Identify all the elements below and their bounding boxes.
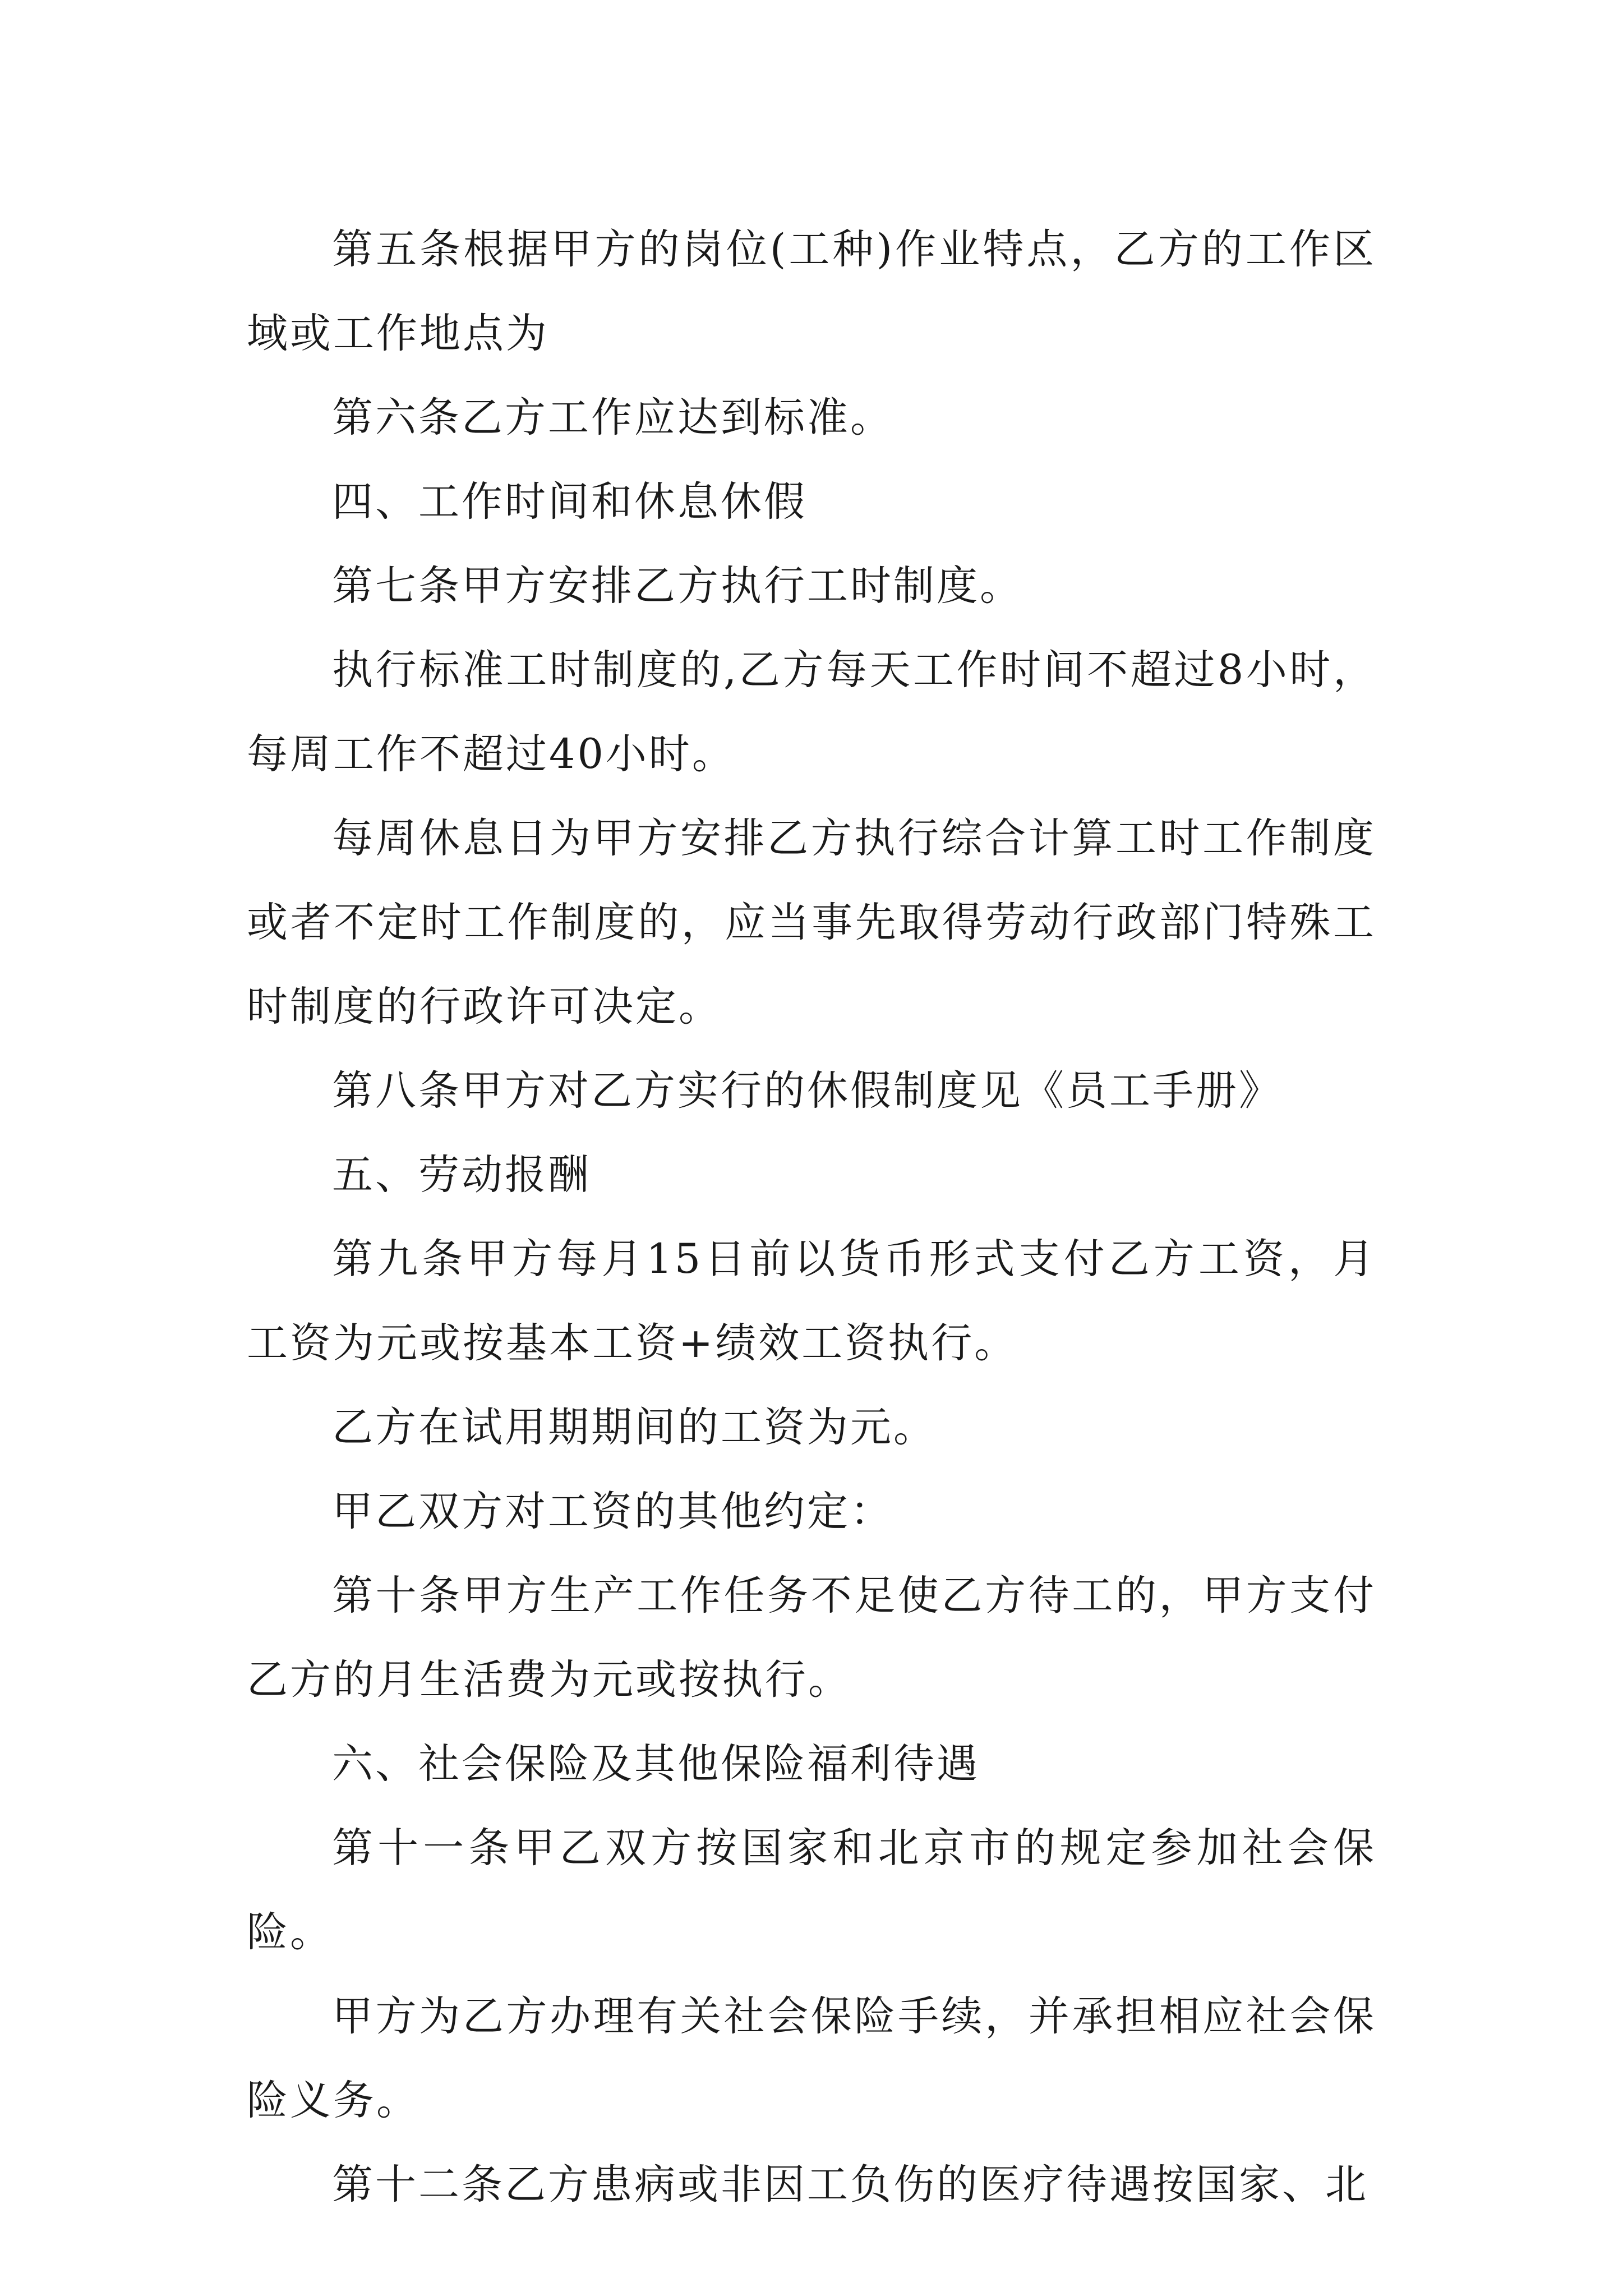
paragraph-insurance-procedures: 甲方为乙方办理有关社会保险手续，并承担相应社会保险义务。 (247, 1993, 1376, 2124)
paragraph-article-11: 第十一条甲乙双方按国家和北京市的规定参加社会保险。 (247, 1824, 1376, 1956)
paragraph-article-10: 第十条甲方生产工作任务不足使乙方待工的，甲方支付乙方的月生活费为元或按执行。 (247, 1572, 1376, 1704)
section-heading-work-hours: 四、工作时间和休息休假 (332, 478, 807, 526)
paragraph-probation-wage: 乙方在试用期期间的工资为元。 (332, 1404, 937, 1451)
section-heading-social-insurance: 六、社会保险及其他保险福利待遇 (332, 1740, 980, 1788)
paragraph-article-12: 第十二条乙方患病或非因工负伤的医疗待遇按国家、北 (332, 2161, 1368, 2208)
paragraph-article-8: 第八条甲方对乙方实行的休假制度见《员工手册》 (332, 1067, 1282, 1115)
paragraph-standard-hours: 执行标准工时制度的,乙方每天工作时间不超过8小时，每周工作不超过40小时。 (247, 646, 1376, 778)
document-page (247, 208, 1376, 2227)
paragraph-article-9: 第九条甲方每月15日前以货币形式支付乙方工资，月工资为元或按基本工资+绩效工资执行。 (247, 1235, 1376, 1367)
paragraph-article-5: 第五条根据甲方的岗位(工种)作业特点，乙方的工作区域或工作地点为 (247, 226, 1376, 357)
paragraph-article-7: 第七条甲方安排乙方执行工时制度。 (332, 562, 1023, 610)
paragraph-article-6: 第六条乙方工作应达到标准。 (332, 394, 893, 441)
section-heading-remuneration: 五、劳动报酬 (332, 1151, 591, 1199)
paragraph-rest-days: 每周休息日为甲方安排乙方执行综合计算工时工作制度或者不定时工作制度的，应当事先取得劳动行政部门特殊工时制度的行政许可决定。 (247, 815, 1376, 1030)
paragraph-other-wage-terms: 甲乙双方对工资的其他约定： (332, 1488, 893, 1535)
